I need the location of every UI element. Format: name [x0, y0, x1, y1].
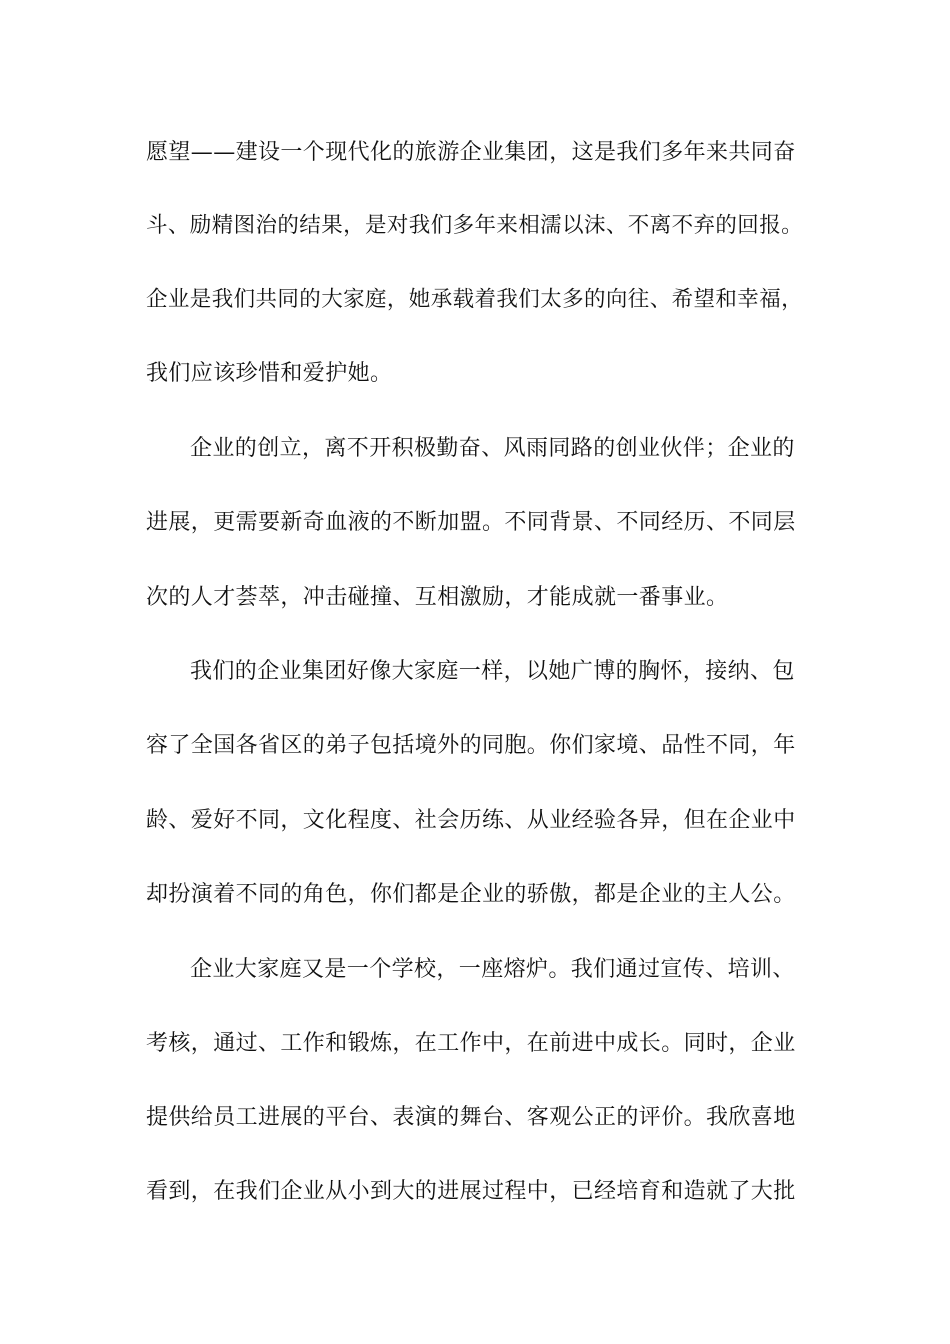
text-line-3: 企业是我们共同的大家庭，她承载着我们太多的向往、希望和幸福，	[146, 287, 804, 312]
text-line-2: 斗、励精图治的结果，是对我们多年来相濡以沫、不离不弃的回报。	[146, 213, 804, 238]
text-line-1: 愿望——建设一个现代化的旅游企业集团，这是我们多年来共同奋	[146, 140, 796, 165]
text-line-9: 容了全国各省区的弟子包括境外的同胞。你们家境、品性不同，年	[146, 733, 796, 758]
text-line-5: 企业的创立，离不开积极勤奋、风雨同路的创业伙伴；企业的	[190, 436, 795, 461]
text-line-15: 看到，在我们企业从小到大的进展过程中，已经培育和造就了大批	[146, 1179, 796, 1204]
text-line-6: 进展，更需要新奇血液的不断加盟。不同背景、不同经历、不同层	[146, 510, 796, 535]
text-line-8: 我们的企业集团好像大家庭一样，以她广博的胸怀，接纳、包	[190, 659, 795, 684]
text-line-11: 却扮演着不同的角色，你们都是企业的骄傲，都是企业的主人公。	[146, 882, 796, 907]
text-line-12: 企业大家庭又是一个学校，一座熔炉。我们通过宣传、培训、	[190, 957, 795, 982]
text-line-7: 次的人才荟萃，冲击碰撞、互相激励，才能成就一番事业。	[146, 585, 729, 610]
text-line-14: 提供给员工进展的平台、表演的舞台、客观公正的评价。我欣喜地	[146, 1105, 796, 1130]
text-line-4: 我们应该珍惜和爱护她。	[146, 361, 393, 386]
text-line-10: 龄、爱好不同，文化程度、社会历练、从业经验各异，但在企业中	[146, 808, 796, 833]
text-line-13: 考核，通过、工作和锻炼，在工作中，在前进中成长。同时，企业	[146, 1031, 796, 1056]
